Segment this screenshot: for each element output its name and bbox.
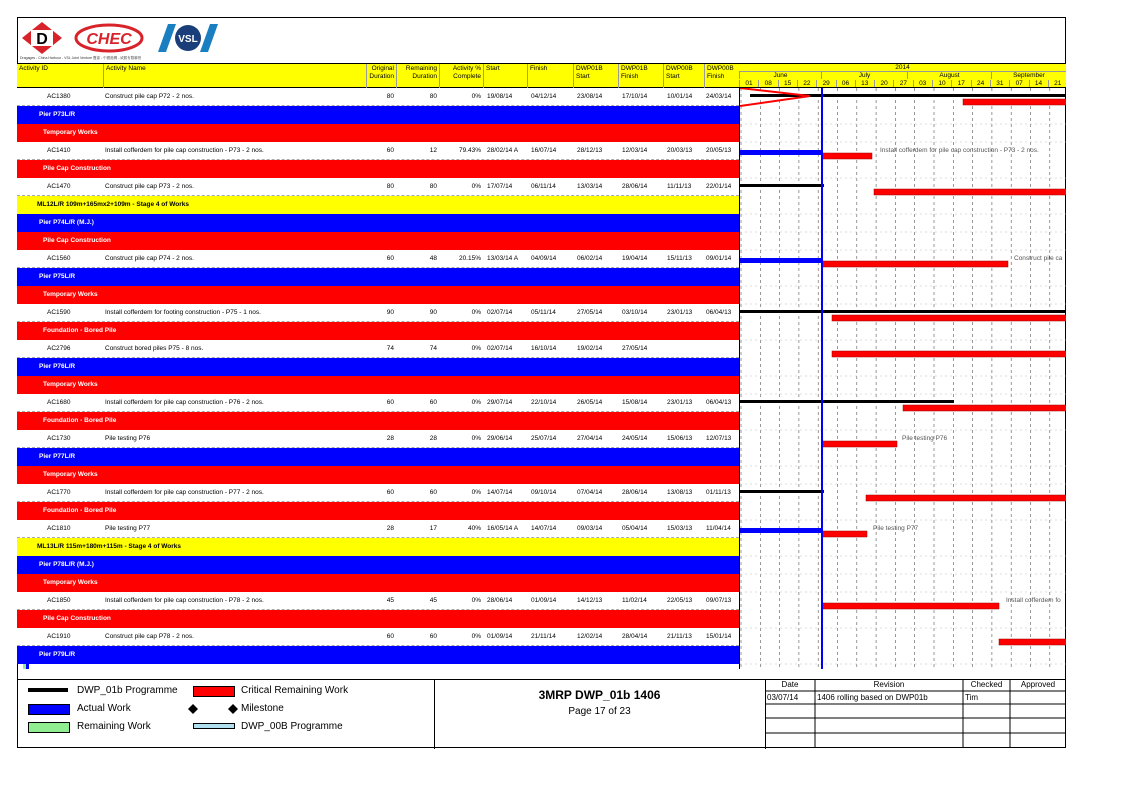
legend-critical-swatch xyxy=(193,686,235,697)
cell-start: 16/05/14 A xyxy=(487,525,519,532)
critical-bar xyxy=(963,99,1066,105)
cell-d1f: 12/03/14 xyxy=(622,147,648,154)
cell-d1s: 13/03/14 xyxy=(577,183,603,190)
cell-rem: 28 xyxy=(429,435,437,442)
gantt-svg xyxy=(740,88,1066,669)
cell-rem: 60 xyxy=(429,399,437,406)
gantt-bar-label: Install cofferdem for pile cap construction - P73 - 2 nos. xyxy=(880,147,1039,154)
cell-finish: 16/10/14 xyxy=(531,345,557,352)
critical-bar xyxy=(822,603,999,609)
legend-remaining: Remaining Work xyxy=(77,721,151,732)
gantt-bar-label: Pile testing P77 xyxy=(873,525,919,532)
gantt-bar-label: Pile testing P76 xyxy=(902,435,948,442)
critical-bar xyxy=(999,639,1066,645)
cell-start: 19/08/14 xyxy=(487,93,513,100)
cell-d0f: 01/11/13 xyxy=(706,489,731,496)
wbs-group-row[interactable] xyxy=(17,232,739,250)
cell-orig: 80 xyxy=(386,183,394,190)
rev-header-date: Date xyxy=(781,680,799,689)
cell-d1f: 28/06/14 xyxy=(622,489,648,496)
rev-text: 1406 rolling based on DWP01b xyxy=(817,693,928,702)
cell-d0f: 24/03/14 xyxy=(706,93,732,100)
chec-logo xyxy=(74,22,144,54)
cell-orig: 60 xyxy=(386,633,394,640)
cell-id: AC1410 xyxy=(47,147,71,154)
dwp01b-bar xyxy=(740,310,1066,313)
cell-d1s: 27/05/14 xyxy=(577,309,603,316)
table-row[interactable] xyxy=(17,340,739,358)
wbs-group-row[interactable] xyxy=(17,610,739,628)
cell-id: AC1850 xyxy=(47,597,71,604)
rev-header-revision: Revision xyxy=(873,680,905,689)
legend-critical: Critical Remaining Work xyxy=(241,685,349,696)
cell-finish: 04/09/14 xyxy=(531,255,557,262)
cell-d1f: 17/10/14 xyxy=(622,93,648,100)
cell-d0s: 22/05/13 xyxy=(667,597,693,604)
cell-rem: 74 xyxy=(429,345,437,352)
cell-name: Construct pile cap P78 - 2 nos. xyxy=(105,633,194,640)
cell-id: AC1590 xyxy=(47,309,71,316)
col-dwp01b-start[interactable]: DWP01B Start xyxy=(573,64,618,88)
cell-id: AC1910 xyxy=(47,633,71,640)
legend-dwp01b: DWP_01b Programme xyxy=(77,685,178,696)
cell-pct: 0% xyxy=(471,183,481,190)
cell-d0f: 15/01/14 xyxy=(706,633,732,640)
wbs-name: Pile Cap Construction xyxy=(43,615,111,622)
legend-remaining-swatch xyxy=(28,722,70,733)
cell-id: AC1770 xyxy=(47,489,71,496)
cell-finish: 21/11/14 xyxy=(531,633,556,640)
col-dwp01b-finish[interactable]: DWP01B Finish xyxy=(618,64,663,88)
cell-finish: 22/10/14 xyxy=(531,399,557,406)
cell-finish: 14/07/14 xyxy=(531,525,557,532)
cell-finish: 09/10/14 xyxy=(531,489,557,496)
timeline-day: 27 xyxy=(893,80,912,87)
critical-bar xyxy=(903,405,1066,411)
cell-id: AC1380 xyxy=(47,93,71,100)
vsl-logo xyxy=(154,22,224,54)
cell-d1s: 06/02/14 xyxy=(577,255,603,262)
wbs-name: ML12L/R 109m+165mx2+109m - Stage 4 of Works xyxy=(37,201,189,208)
cell-finish: 04/12/14 xyxy=(531,93,557,100)
wbs-group-row[interactable] xyxy=(17,268,739,286)
wbs-group-row[interactable] xyxy=(17,466,739,484)
cell-d0s: 23/01/13 xyxy=(667,309,693,316)
cell-d0s: 13/08/13 xyxy=(667,489,693,496)
cell-name: Install cofferdem for pile cap construction - P78 - 2 nos. xyxy=(105,597,264,604)
svg-text:CHEC: CHEC xyxy=(86,31,132,48)
cell-d1s: 09/03/14 xyxy=(577,525,603,532)
col-start[interactable]: Start xyxy=(483,64,527,88)
timeline-day: 06 xyxy=(836,80,855,87)
cell-pct: 0% xyxy=(471,399,481,406)
activity-table xyxy=(17,88,739,669)
cell-name: Construct pile cap P72 - 2 nos. xyxy=(105,93,194,100)
cell-d0s xyxy=(667,340,704,358)
cell-d1f: 05/04/14 xyxy=(622,525,648,532)
critical-bar xyxy=(822,153,872,159)
cell-start: 02/07/14 xyxy=(487,345,513,352)
cell-rem: 17 xyxy=(429,525,437,532)
table-row[interactable] xyxy=(17,394,739,412)
timeline-month: August xyxy=(907,72,991,79)
cell-start: 29/07/14 xyxy=(487,399,513,406)
cell-start: 14/07/14 xyxy=(487,489,513,496)
company-logos xyxy=(18,18,418,63)
table-row[interactable] xyxy=(17,520,739,538)
cell-rem: 80 xyxy=(429,93,437,100)
gantt-bar-label: Construct pile ca xyxy=(1014,255,1063,262)
cell-d1f: 15/08/14 xyxy=(622,399,648,406)
wbs-group-row[interactable] xyxy=(17,196,739,214)
cell-d0f: 22/01/14 xyxy=(706,183,732,190)
cell-d0f: 20/05/13 xyxy=(706,147,732,154)
col-original-duration[interactable]: Original Duration xyxy=(366,64,396,88)
wbs-name: Pile Cap Construction xyxy=(43,165,111,172)
cell-d1f: 24/05/14 xyxy=(622,435,648,442)
cell-d1s: 23/08/14 xyxy=(577,93,603,100)
cell-d0f: 09/01/14 xyxy=(706,255,732,262)
timeline-header xyxy=(739,63,1066,88)
cell-d1f: 11/02/14 xyxy=(622,597,647,604)
legend-dwp00b-swatch xyxy=(193,723,235,729)
table-row[interactable] xyxy=(17,628,739,646)
wbs-name: Foundation - Bored Pile xyxy=(43,507,117,514)
cell-pct: 0% xyxy=(471,93,481,100)
cell-id: AC2796 xyxy=(47,345,71,352)
cell-pct: 0% xyxy=(471,633,481,640)
wbs-name: Foundation - Bored Pile xyxy=(43,417,117,424)
critical-bar xyxy=(822,261,1008,267)
cell-name: Install cofferdem for footing construction - P75 - 1 nos. xyxy=(105,309,261,316)
legend-milestone-swatch xyxy=(187,703,247,715)
cell-d1f: 19/04/14 xyxy=(622,255,648,262)
cell-rem: 60 xyxy=(429,489,437,496)
cell-d0f: 06/04/13 xyxy=(706,309,732,316)
col-activity-name[interactable]: Activity Name xyxy=(103,64,366,88)
cell-rem: 45 xyxy=(429,597,437,604)
cell-d1s: 28/12/13 xyxy=(577,147,603,154)
cell-orig: 90 xyxy=(386,309,394,316)
wbs-group-row[interactable] xyxy=(17,538,739,556)
wbs-group-row[interactable] xyxy=(17,106,739,124)
cell-rem: 80 xyxy=(429,183,437,190)
col-percent-complete[interactable]: Activity % Complete xyxy=(439,64,483,88)
rev-header-approved: Approved xyxy=(1020,680,1056,689)
timeline-day: 20 xyxy=(874,80,893,87)
table-row[interactable] xyxy=(17,250,739,268)
svg-text:D: D xyxy=(36,31,48,48)
wbs-name: ML13L/R 115m+180m+115m - Stage 4 of Works xyxy=(37,543,182,550)
cell-d0s: 20/03/13 xyxy=(667,147,693,154)
wbs-name: Pier P74L/R (M.J.) xyxy=(39,219,94,226)
cell-orig: 28 xyxy=(386,525,394,532)
cell-start: 13/03/14 A xyxy=(487,255,519,262)
col-dwp00b-finish[interactable]: DWP00B Finish xyxy=(704,64,739,88)
wbs-name: Temporary Works xyxy=(43,579,98,586)
cell-d1f: 27/05/14 xyxy=(622,345,648,352)
critical-bar xyxy=(822,531,867,537)
wbs-group-row[interactable] xyxy=(17,574,739,592)
cell-id: AC1560 xyxy=(47,255,71,262)
cell-orig: 60 xyxy=(386,147,394,154)
timeline-year: 2014 xyxy=(739,64,1066,72)
cell-orig: 60 xyxy=(386,489,394,496)
wbs-name: Temporary Works xyxy=(43,471,98,478)
cell-start: 28/02/14 A xyxy=(487,147,519,154)
cell-orig: 45 xyxy=(386,597,394,604)
cell-d1s: 19/02/14 xyxy=(577,345,603,352)
cell-rem: 60 xyxy=(429,633,437,640)
wbs-group-row[interactable] xyxy=(17,322,739,340)
table-row[interactable] xyxy=(17,484,739,502)
wbs-group-row[interactable] xyxy=(17,448,739,466)
cell-d1s: 14/12/13 xyxy=(577,597,603,604)
cell-pct: 0% xyxy=(471,489,481,496)
wbs-name: Temporary Works xyxy=(43,291,98,298)
legend-dwp00b: DWP_00B Programme xyxy=(241,721,343,732)
cell-d0s: 10/01/14 xyxy=(667,93,693,100)
table-row[interactable] xyxy=(17,88,739,106)
cell-name: Pile testing P76 xyxy=(105,435,151,442)
gantt-bar-label: Install cofferdem fo xyxy=(1006,597,1061,604)
cell-d0f: 06/04/13 xyxy=(706,399,732,406)
critical-bar xyxy=(874,189,1066,195)
legend-dwp01b-swatch xyxy=(28,688,68,692)
critical-bar xyxy=(832,315,1066,321)
wbs-group-row[interactable] xyxy=(17,160,739,178)
cell-rem: 12 xyxy=(429,147,437,154)
cell-id: AC1730 xyxy=(47,435,71,442)
cell-id: AC1680 xyxy=(47,399,71,406)
gantt-chart xyxy=(739,88,1066,669)
cell-start: 01/09/14 xyxy=(487,633,513,640)
legend-actual: Actual Work xyxy=(77,703,131,714)
cell-pct: 79.43% xyxy=(458,147,481,154)
timeline-day: 01 xyxy=(739,80,758,87)
wbs-group-row[interactable] xyxy=(17,214,739,232)
cell-d0f: 12/07/13 xyxy=(706,435,732,442)
cell-name: Install cofferdem for pile cap construction - P76 - 2 nos. xyxy=(105,399,264,406)
wbs-group-row[interactable] xyxy=(17,376,739,394)
wbs-name: Pier P76L/R xyxy=(39,363,76,370)
wbs-name: Temporary Works xyxy=(43,381,98,388)
cell-d1s: 07/04/14 xyxy=(577,489,603,496)
cell-start: 29/06/14 xyxy=(487,435,513,442)
timeline-day: 15 xyxy=(778,80,797,87)
wbs-name: Pier P78L/R (M.J.) xyxy=(39,561,94,568)
cell-orig: 60 xyxy=(386,255,394,262)
dwp01b-bar xyxy=(740,184,824,187)
wbs-group-row[interactable] xyxy=(17,286,739,304)
col-remaining-duration[interactable]: Remaining Duration xyxy=(396,64,439,88)
timeline-day: 03 xyxy=(913,80,932,87)
timeline-day: 21 xyxy=(1048,80,1067,87)
timeline-day: 29 xyxy=(816,80,835,87)
cell-name: Pile testing P77 xyxy=(105,525,151,532)
cell-d0f xyxy=(706,340,739,358)
dwp01b-bar xyxy=(740,490,824,493)
critical-bar xyxy=(866,495,1066,501)
dwp01b-bar xyxy=(740,400,954,403)
col-dwp00b-start[interactable]: DWP00B Start xyxy=(663,64,704,88)
timeline-day: 17 xyxy=(951,80,970,87)
wbs-name: Pier P77L/R xyxy=(39,453,76,460)
cell-rem: 48 xyxy=(429,255,437,262)
cell-d1s: 12/02/14 xyxy=(577,633,603,640)
timeline-month: July xyxy=(821,72,907,79)
rev-checked: Tim xyxy=(965,693,979,702)
wbs-group-row[interactable] xyxy=(17,124,739,142)
cell-finish: 25/07/14 xyxy=(531,435,557,442)
svg-text:VSL: VSL xyxy=(178,34,198,45)
timeline-day: 14 xyxy=(1029,80,1048,87)
timeline-day: 08 xyxy=(758,80,777,87)
cell-rem: 90 xyxy=(429,309,437,316)
critical-bar xyxy=(832,351,1066,357)
critical-bar xyxy=(822,441,897,447)
cell-name: Install cofferdem for pile cap construction - P73 - 2 nos. xyxy=(105,147,264,154)
wbs-group-row[interactable] xyxy=(17,358,739,376)
timeline-day: 10 xyxy=(932,80,951,87)
cell-d0f: 11/04/14 xyxy=(706,525,731,532)
cell-pct: 40% xyxy=(467,525,481,532)
cell-pct: 0% xyxy=(471,309,481,316)
table-row[interactable] xyxy=(17,592,739,610)
cell-d1f: 28/06/14 xyxy=(622,183,648,190)
wbs-name: Temporary Works xyxy=(43,129,98,136)
cell-orig: 80 xyxy=(386,93,394,100)
cell-finish: 05/11/14 xyxy=(531,309,556,316)
report-title: 3MRP DWP_01b 1406 xyxy=(538,688,661,702)
cell-name: Install cofferdem for pile cap construction - P77 - 2 nos. xyxy=(105,489,264,496)
cell-d0s: 15/11/13 xyxy=(667,255,692,262)
table-row[interactable] xyxy=(17,142,739,160)
cell-start: 28/06/14 xyxy=(487,597,513,604)
cell-pct: 0% xyxy=(471,345,481,352)
revision-table xyxy=(765,679,1066,748)
cell-start: 02/07/14 xyxy=(487,309,513,316)
timeline-month: September xyxy=(991,72,1066,79)
cell-d0s: 15/03/13 xyxy=(667,525,693,532)
cell-d0s: 21/11/13 xyxy=(667,633,692,640)
table-row[interactable] xyxy=(17,430,739,448)
cell-d1s: 27/04/14 xyxy=(577,435,603,442)
cell-name: Construct pile cap P73 - 2 nos. xyxy=(105,183,194,190)
cell-orig: 60 xyxy=(386,399,394,406)
wbs-group-row[interactable] xyxy=(17,556,739,574)
actual-work-bar xyxy=(740,528,822,533)
cell-d0f: 09/07/13 xyxy=(706,597,732,604)
wbs-group-row[interactable] xyxy=(17,502,739,520)
timeline-day: 22 xyxy=(797,80,816,87)
wbs-name: Pier P75L/R xyxy=(39,273,76,280)
timeline-day: 31 xyxy=(990,80,1009,87)
cell-orig: 28 xyxy=(386,435,394,442)
table-row[interactable] xyxy=(17,178,739,196)
page-number: Page 17 of 23 xyxy=(568,706,631,717)
wbs-name: Pile Cap Construction xyxy=(43,237,111,244)
cell-pct: 0% xyxy=(471,435,481,442)
dragages-logo xyxy=(22,22,62,54)
wbs-group-row[interactable] xyxy=(17,646,739,664)
timeline-day: 24 xyxy=(971,80,990,87)
cell-finish: 01/09/14 xyxy=(531,597,557,604)
actual-work-bar xyxy=(740,150,822,155)
wbs-name: Foundation - Bored Pile xyxy=(43,327,117,334)
cell-d0s: 15/06/13 xyxy=(667,435,693,442)
cell-finish: 06/11/14 xyxy=(531,183,556,190)
cell-orig: 74 xyxy=(386,345,394,352)
cell-d1f: 28/04/14 xyxy=(622,633,648,640)
actual-work-bar xyxy=(740,258,822,263)
cell-finish: 16/07/14 xyxy=(531,147,557,154)
col-activity-id[interactable]: Activity ID xyxy=(19,65,48,72)
timeline-month: June xyxy=(739,72,821,79)
legend-actual-swatch xyxy=(28,704,70,715)
col-finish[interactable]: Finish xyxy=(527,64,573,88)
wbs-name: Pier P79L/R xyxy=(39,651,76,658)
rev-header-checked: Checked xyxy=(970,680,1003,689)
wbs-group-row[interactable] xyxy=(17,412,739,430)
cell-d0s: 23/01/13 xyxy=(667,399,693,406)
cell-d1s: 26/05/14 xyxy=(577,399,603,406)
cell-name: Construct bored piles P75 - 8 nos. xyxy=(105,345,204,352)
legend-milestone: Milestone xyxy=(241,703,284,714)
cell-d1f: 03/10/14 xyxy=(622,309,648,316)
wbs-name: Pier P73L/R xyxy=(39,111,76,118)
table-header xyxy=(17,63,739,88)
cell-start: 17/07/14 xyxy=(487,183,513,190)
table-row[interactable] xyxy=(17,304,739,322)
cell-pct: 0% xyxy=(471,597,481,604)
company-caption: Dragages - China Harbour - VSL Joint Venture 寶嘉 - 中國港灣 - 威勝有限聯營 xyxy=(20,56,142,60)
cell-name: Construct pile cap P74 - 2 nos. xyxy=(105,255,194,262)
rev-date: 03/07/14 xyxy=(767,693,799,702)
cell-pct: 20.15% xyxy=(458,255,481,262)
timeline-day: 13 xyxy=(855,80,874,87)
timeline-day: 07 xyxy=(1009,80,1028,87)
cell-id: AC1470 xyxy=(47,183,71,190)
cell-id: AC1810 xyxy=(47,525,71,532)
cell-d0s: 11/11/13 xyxy=(667,183,692,190)
